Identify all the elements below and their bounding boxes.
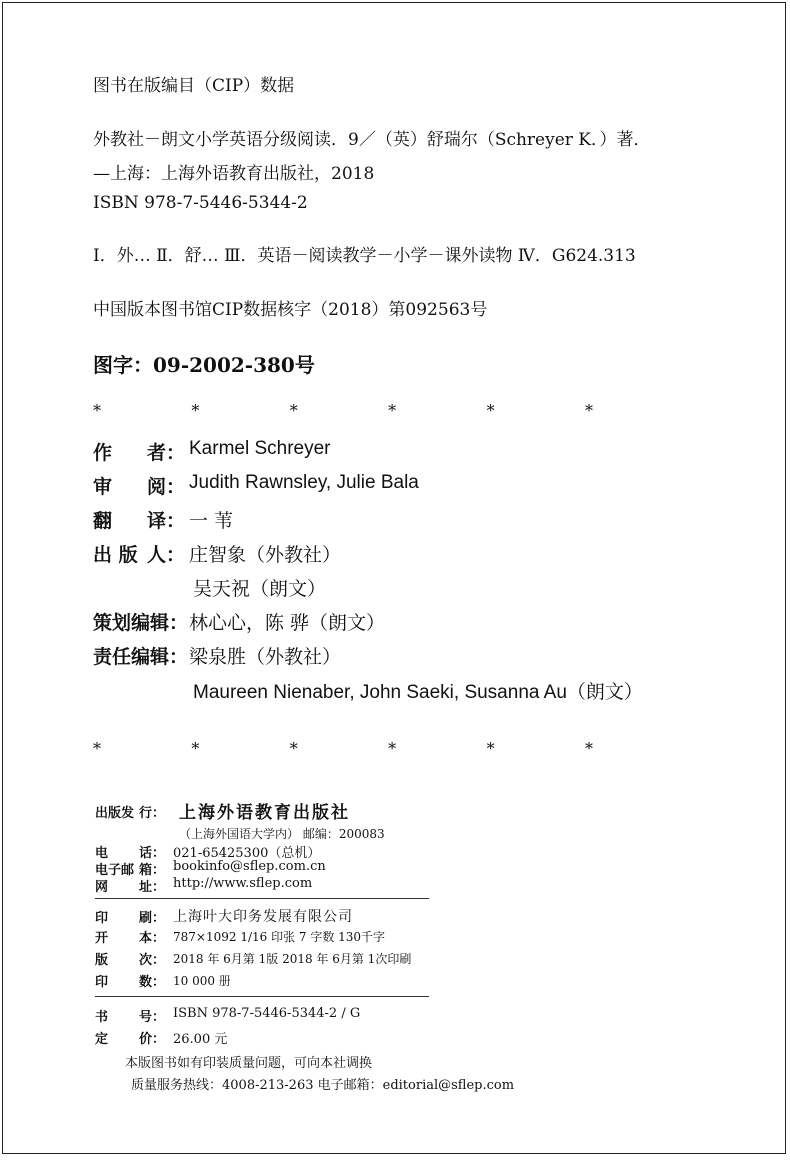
price-label: 定 价：: [95, 1032, 165, 1047]
edition-value: 2018 年 6月第 1版 2018 年 6月第 1次印刷: [173, 952, 412, 966]
publisher-value: 庄智象（外教社）: [189, 544, 342, 566]
copies-value: 10 000 册: [173, 974, 231, 988]
phone-value: 021-65425300（总机）: [173, 846, 321, 861]
author-label: 作 者：: [93, 442, 185, 464]
phone-label: 电 话：: [95, 846, 165, 861]
book-number-label: 书 号：: [95, 1010, 165, 1025]
star: *: [191, 401, 200, 420]
email-label: 电子邮 箱：: [95, 863, 165, 878]
cip-line-isbn: ISBN 978-7-5446-5344-2: [93, 193, 308, 213]
reviewer-label: 审 阅：: [93, 476, 185, 498]
responsible-editor-value: 梁泉胜（外教社）: [189, 646, 342, 668]
star: *: [289, 739, 298, 758]
star: *: [289, 401, 298, 420]
planning-editor-value: 林心心，陈 骅（朗文）: [189, 612, 386, 634]
copyright-page: [2, 2, 786, 1154]
planning-editor-label: 策划编 辑：: [93, 612, 189, 634]
publisher-name: 上海外语教育出版社: [179, 803, 350, 823]
copyright-registration: 图字：09-2002-380号: [93, 353, 315, 377]
divider: [95, 996, 429, 997]
cip-line-title: 外教社－朗文小学英语分级阅读．9／（英）舒瑞尔（Schreyer K．）著．: [93, 130, 651, 150]
star: *: [93, 739, 101, 758]
quality-service-line: 质量服务热线：4008-213-263 电子邮箱：editorial@sflep.com: [131, 1078, 515, 1093]
star: *: [388, 401, 397, 420]
cip-line-publisher: —上海：上海外语教育出版社，2018: [93, 164, 375, 184]
star: *: [388, 739, 397, 758]
translator-value: 一 苇: [189, 510, 234, 532]
book-number-value: ISBN 978-7-5446-5344-2 / G: [173, 1006, 361, 1021]
price-value: 26.00 元: [173, 1032, 228, 1047]
email-value: bookinfo@sflep.com.cn: [173, 859, 326, 874]
quality-notice: 本版图书如有印装质量问题，可向本社调换: [125, 1056, 373, 1071]
star: *: [584, 401, 593, 420]
format-label: 开 本：: [95, 931, 165, 946]
responsible-editor-value-2: Maureen Nienaber, John Saeki, Susanna Au（朗文）: [193, 682, 643, 703]
star: *: [486, 401, 495, 420]
printer-label: 印 刷：: [95, 911, 165, 926]
divider: [95, 898, 429, 899]
star-divider-top: [93, 401, 593, 420]
star: *: [191, 739, 200, 758]
star: *: [584, 739, 593, 758]
cip-line-cip-number: 中国版本图书馆CIP数据核字（2018）第092563号: [93, 300, 488, 320]
cip-line-classification: Ⅰ．外… Ⅱ．舒… Ⅲ．英语－阅读教学－小学－课外读物 Ⅳ．G624.313: [93, 246, 636, 266]
star: *: [93, 401, 101, 420]
reviewer-value: Judith Rawnsley, Julie Bala: [189, 472, 419, 493]
printer-value: 上海叶大印务发展有限公司: [173, 909, 353, 925]
translator-label: 翻 译：: [93, 510, 185, 532]
publisher-label: 出 版 人：: [93, 544, 185, 566]
format-value: 787×1092 1/16 印张 7 字数 130千字: [173, 930, 386, 944]
star-divider-bottom: [93, 739, 593, 758]
website-label: 网 址：: [95, 880, 165, 895]
edition-label: 版 次：: [95, 953, 165, 968]
cip-title: 图书在版编目（CIP）数据: [93, 76, 295, 96]
copies-label: 印 数：: [95, 975, 165, 990]
author-value: Karmel Schreyer: [189, 438, 331, 459]
issuer-label: 出版发 行：: [95, 806, 165, 821]
publisher-value-2: 吴天祝（朗文）: [193, 578, 327, 600]
publisher-address: （上海外国语大学内） 邮编：200083: [179, 827, 385, 841]
responsible-editor-label: 责任编 辑：: [93, 646, 189, 668]
star: *: [486, 739, 495, 758]
website-value: http://www.sflep.com: [173, 876, 313, 891]
